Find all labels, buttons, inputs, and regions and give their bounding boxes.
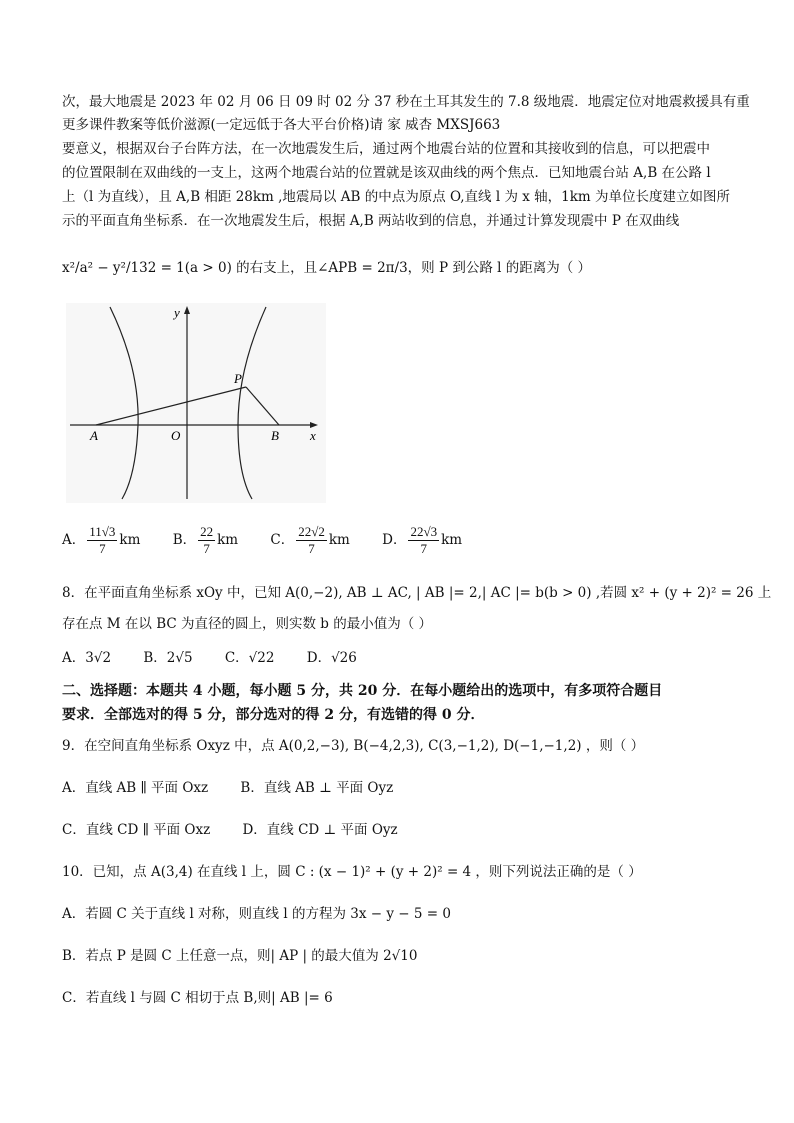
q8-option-d[interactable]: D．√26	[306, 650, 357, 666]
option-d-label: D．	[382, 532, 407, 548]
hyperbola-figure	[66, 303, 326, 503]
q8-option-a[interactable]: A．3√2	[62, 650, 112, 666]
x-axis-label: x	[310, 428, 316, 443]
hyperbola-condition-line: x²/a² − y²/132 = 1(a > 0) 的右支上，且∠APB = 2π/3，则 P 到公路 l 的距离为（ ）	[62, 260, 592, 276]
option-a-fraction: $\frac{11√3}{7}$	[89, 524, 116, 556]
q10-option-b[interactable]: B．若点 P 是圆 C 上任意一点，则| AP | 的最大值为 2√10	[62, 948, 418, 964]
q9-options-row-1	[62, 778, 421, 798]
q9-option-d[interactable]: D．直线 CD ⊥ 平面 Oyz	[242, 822, 398, 838]
q7-option-c[interactable]	[270, 522, 349, 558]
q7-option-b[interactable]	[173, 522, 238, 558]
q10-option-a[interactable]: A．若圆 C 关于直线 l 对称，则直线 l 的方程为 3x − y − 5 = 0	[62, 906, 451, 922]
q8-options	[62, 648, 385, 668]
q10-stem: 10．已知，点 A(3,4) 在直线 l 上，圆 C : (x − 1)² + (y + 2)² = 4 ，则下列说法正确的是（ ）	[62, 864, 642, 880]
option-a-unit: km	[119, 532, 141, 548]
q8-option-c[interactable]: C．√22	[224, 650, 275, 666]
option-a-label: A．	[62, 532, 86, 548]
option-b-fraction: $\frac{22}{7}$	[200, 524, 214, 556]
option-d-unit: km	[441, 532, 463, 548]
option-c-label: C．	[270, 532, 295, 548]
paragraph-line-1: 次，最大地震是 2023 年 02 月 06 日 09 时 02 分 37 秒在土耳其发生的 7.8 级地震．地震定位对地震救援具有重	[62, 94, 750, 110]
q8-stem-line-1: 8．在平面直角坐标系 xOy 中，已知 A(0,−2), AB ⊥ AC, | AB |= 2,| AC |= b(b > 0) ,若圆 x² + (y + 2)² = 26 上	[62, 585, 772, 601]
paragraph-line-4: 的位置限制在双曲线的一支上，这两个地震台站的位置就是该双曲线的两个焦点．已知地震台站 A,B 在公路 l	[62, 165, 711, 181]
q8-option-b[interactable]: B．2√5	[143, 650, 193, 666]
option-c-fraction: $\frac{22√2}{7}$	[298, 524, 325, 556]
option-c-unit: km	[328, 532, 350, 548]
q7-options	[62, 522, 490, 558]
origin-label: O	[171, 428, 181, 443]
q10-option-c[interactable]: C．若直线 l 与圆 C 相切于点 B,则| AB |= 6	[62, 990, 333, 1006]
q7-option-d[interactable]	[382, 522, 462, 558]
paragraph-line-6: 示的平面直角坐标系．在一次地震发生后，根据 A,B 两站收到的信息，并通过计算发现震中 P 在双曲线	[62, 213, 680, 229]
q9-stem: 9．在空间直角坐标系 Oxyz 中，点 A(0,2,−3), B(−4,2,3), C(3,−1,2), D(−1,−1,2) ，则（ ）	[62, 738, 645, 754]
paragraph-line-5: 上（l 为直线），且 A,B 相距 28km ,地震局以 AB 的中点为原点 O,直线 l 为 x 轴，1km 为单位长度建立如图所	[62, 189, 731, 205]
promo-line: 更多课件教案等低价滋源(一定远低于各大平台价格)请 家 威杏 MXSJ663	[62, 117, 501, 133]
option-b-unit: km	[217, 532, 239, 548]
point-B-label: B	[271, 428, 279, 443]
point-A-label: A	[90, 428, 98, 443]
option-b-label: B．	[172, 532, 197, 548]
y-axis-label: y	[174, 305, 180, 320]
q8-stem-line-2: 存在点 M 在以 BC 为直径的圆上，则实数 b 的最小值为（ ）	[62, 616, 433, 632]
section-2-heading-line-1: 二、选择题：本题共 4 小题，每小题 5 分，共 20 分．在每小题给出的选项中，有多项符合题目	[62, 683, 663, 699]
option-d-fraction: $\frac{22√3}{7}$	[410, 524, 438, 556]
q9-option-c[interactable]: C．直线 CD ∥ 平面 Oxz	[62, 822, 211, 838]
section-2-heading-line-2: 要求．全部选对的得 5 分，部分选对的得 2 分，有选错的得 0 分．	[62, 707, 485, 723]
point-P-label: P	[234, 371, 242, 386]
q7-option-a[interactable]	[62, 522, 140, 558]
paragraph-line-3: 要意义，根据双台子台阵方法，在一次地震发生后，通过两个地震台站的位置和其接收到的信息，可以把震中	[62, 141, 710, 157]
q9-option-b[interactable]: B．直线 AB ⊥ 平面 Oyz	[240, 780, 394, 796]
q9-option-a[interactable]: A．直线 AB ∥ 平面 Oxz	[62, 780, 209, 796]
q9-options-row-2	[62, 820, 426, 840]
